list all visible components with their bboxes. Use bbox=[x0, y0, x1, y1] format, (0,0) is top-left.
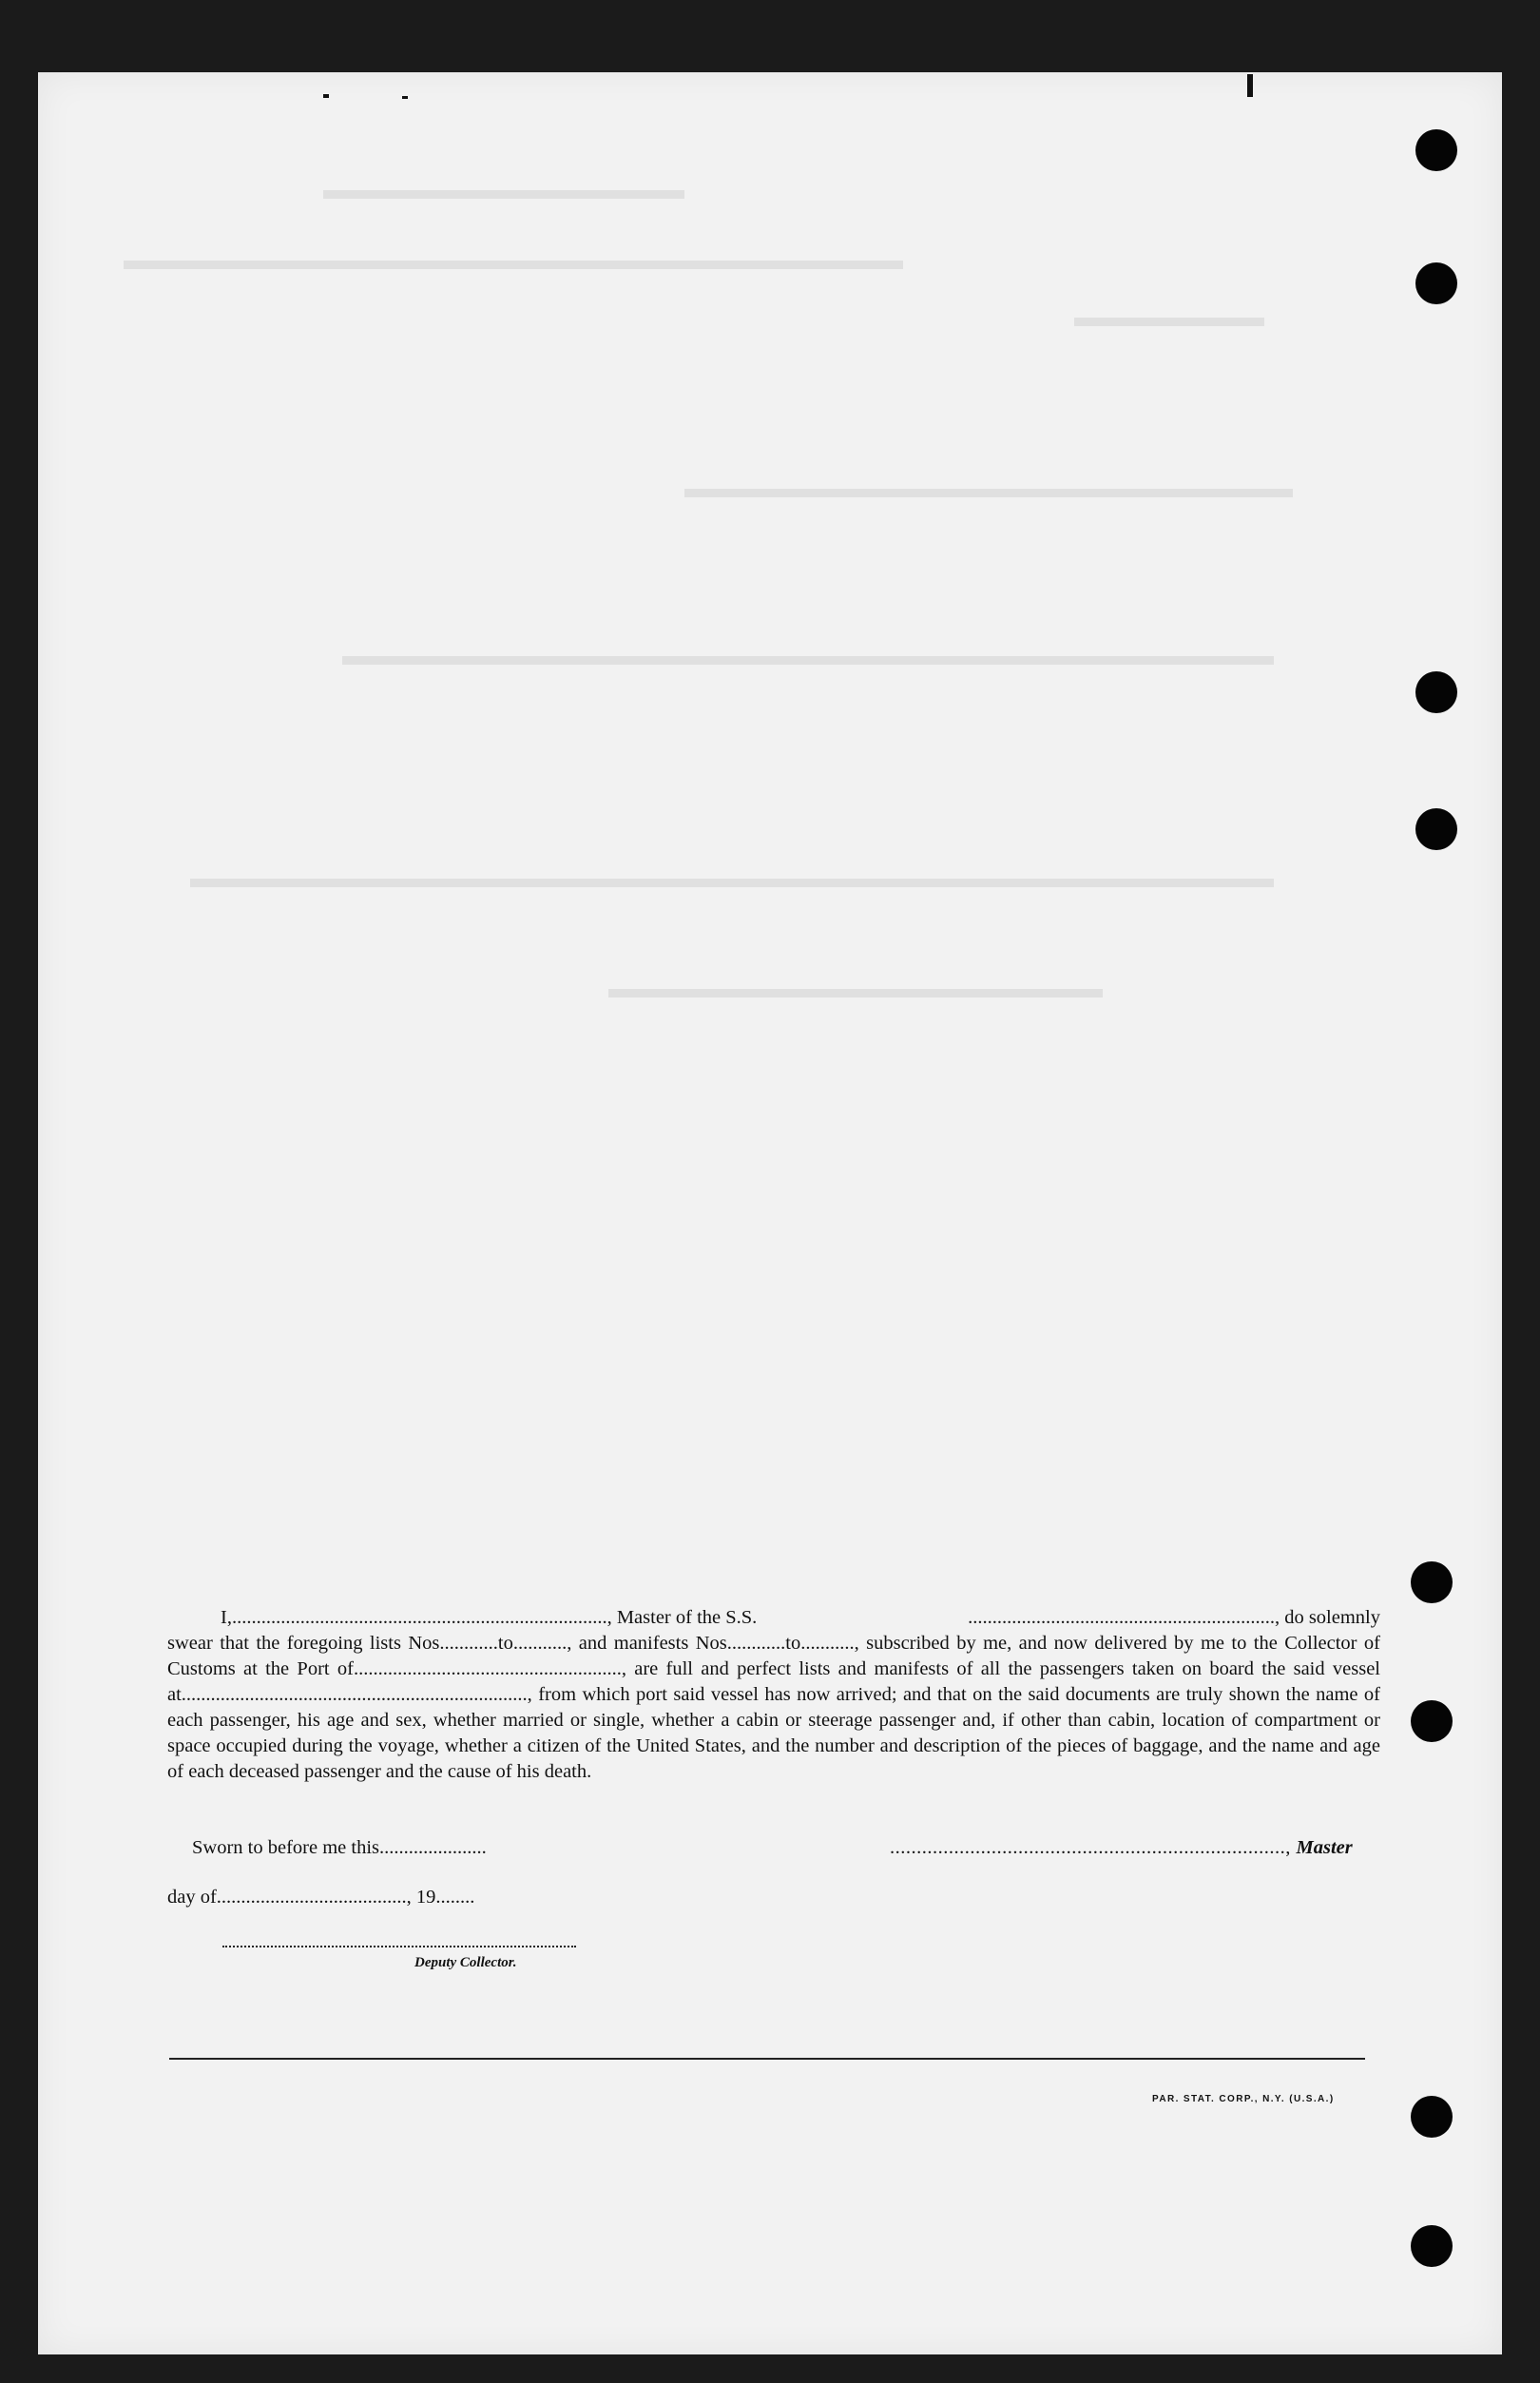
master-signature-line bbox=[890, 1837, 1353, 1859]
bleed-through-mark bbox=[323, 190, 684, 199]
binder-hole bbox=[1411, 1700, 1453, 1742]
printer-imprint: PAR. STAT. CORP., N.Y. (U.S.A.) bbox=[1152, 2094, 1335, 2104]
bleed-through-mark bbox=[124, 261, 903, 269]
edge-mark bbox=[1247, 74, 1253, 97]
master-signature-dots: .........................................................................., bbox=[890, 1837, 1297, 1858]
bottom-rule bbox=[169, 2058, 1365, 2060]
document-page bbox=[38, 72, 1502, 2354]
oath-body: swear that the foregoing lists Nos............to..........., and manifests Nos............to..........., subscribed by me, and now delivered by me to the Collector of Customs at the Port of......................................................., are full and perfect lists and manifests of all the passengers taken on board the said vessel at......................................................................., from which port said vessel has now arrived; and that on the said documents are truly shown the name of each passenger, his age and sex, whether married or single, whether a cabin or steerage passenger and, if other than cabin, location of compartment or space occupied during the voyage, whether a citizen of the United States, and the number and description of the pieces of baggage, and the name and age of each deceased passenger and the cause of his death. bbox=[167, 1633, 1380, 1782]
oath-first-line bbox=[167, 1605, 1380, 1631]
edge-mark bbox=[323, 94, 329, 98]
oath-line1-master: ............................................................................., Master of the S.S. bbox=[231, 1607, 758, 1628]
binder-hole bbox=[1411, 2225, 1453, 2267]
master-label: Master bbox=[1296, 1837, 1353, 1858]
oath-line1-start: I, bbox=[221, 1607, 232, 1628]
oath-paragraph bbox=[167, 1605, 1380, 1785]
oath-line1-end: ..............................................................., do solemnly bbox=[968, 1607, 1380, 1628]
sworn-line: Sworn to before me this...................... bbox=[192, 1837, 487, 1858]
bleed-through-mark bbox=[684, 489, 1293, 497]
binder-hole bbox=[1411, 2096, 1453, 2138]
bleed-through-mark bbox=[608, 989, 1103, 998]
bleed-through-mark bbox=[342, 656, 1274, 665]
bleed-through-mark bbox=[190, 879, 1274, 887]
deputy-signature-dots bbox=[222, 1946, 576, 1947]
binder-hole bbox=[1415, 129, 1457, 171]
binder-hole bbox=[1415, 671, 1457, 713]
deputy-collector-label: Deputy Collector. bbox=[414, 1955, 517, 1970]
day-of-line: day of......................................., 19........ bbox=[167, 1887, 475, 1908]
bleed-through-mark bbox=[1074, 318, 1264, 326]
binder-hole bbox=[1415, 808, 1457, 850]
edge-mark bbox=[402, 96, 408, 99]
binder-hole bbox=[1411, 1561, 1453, 1603]
binder-hole bbox=[1415, 262, 1457, 304]
